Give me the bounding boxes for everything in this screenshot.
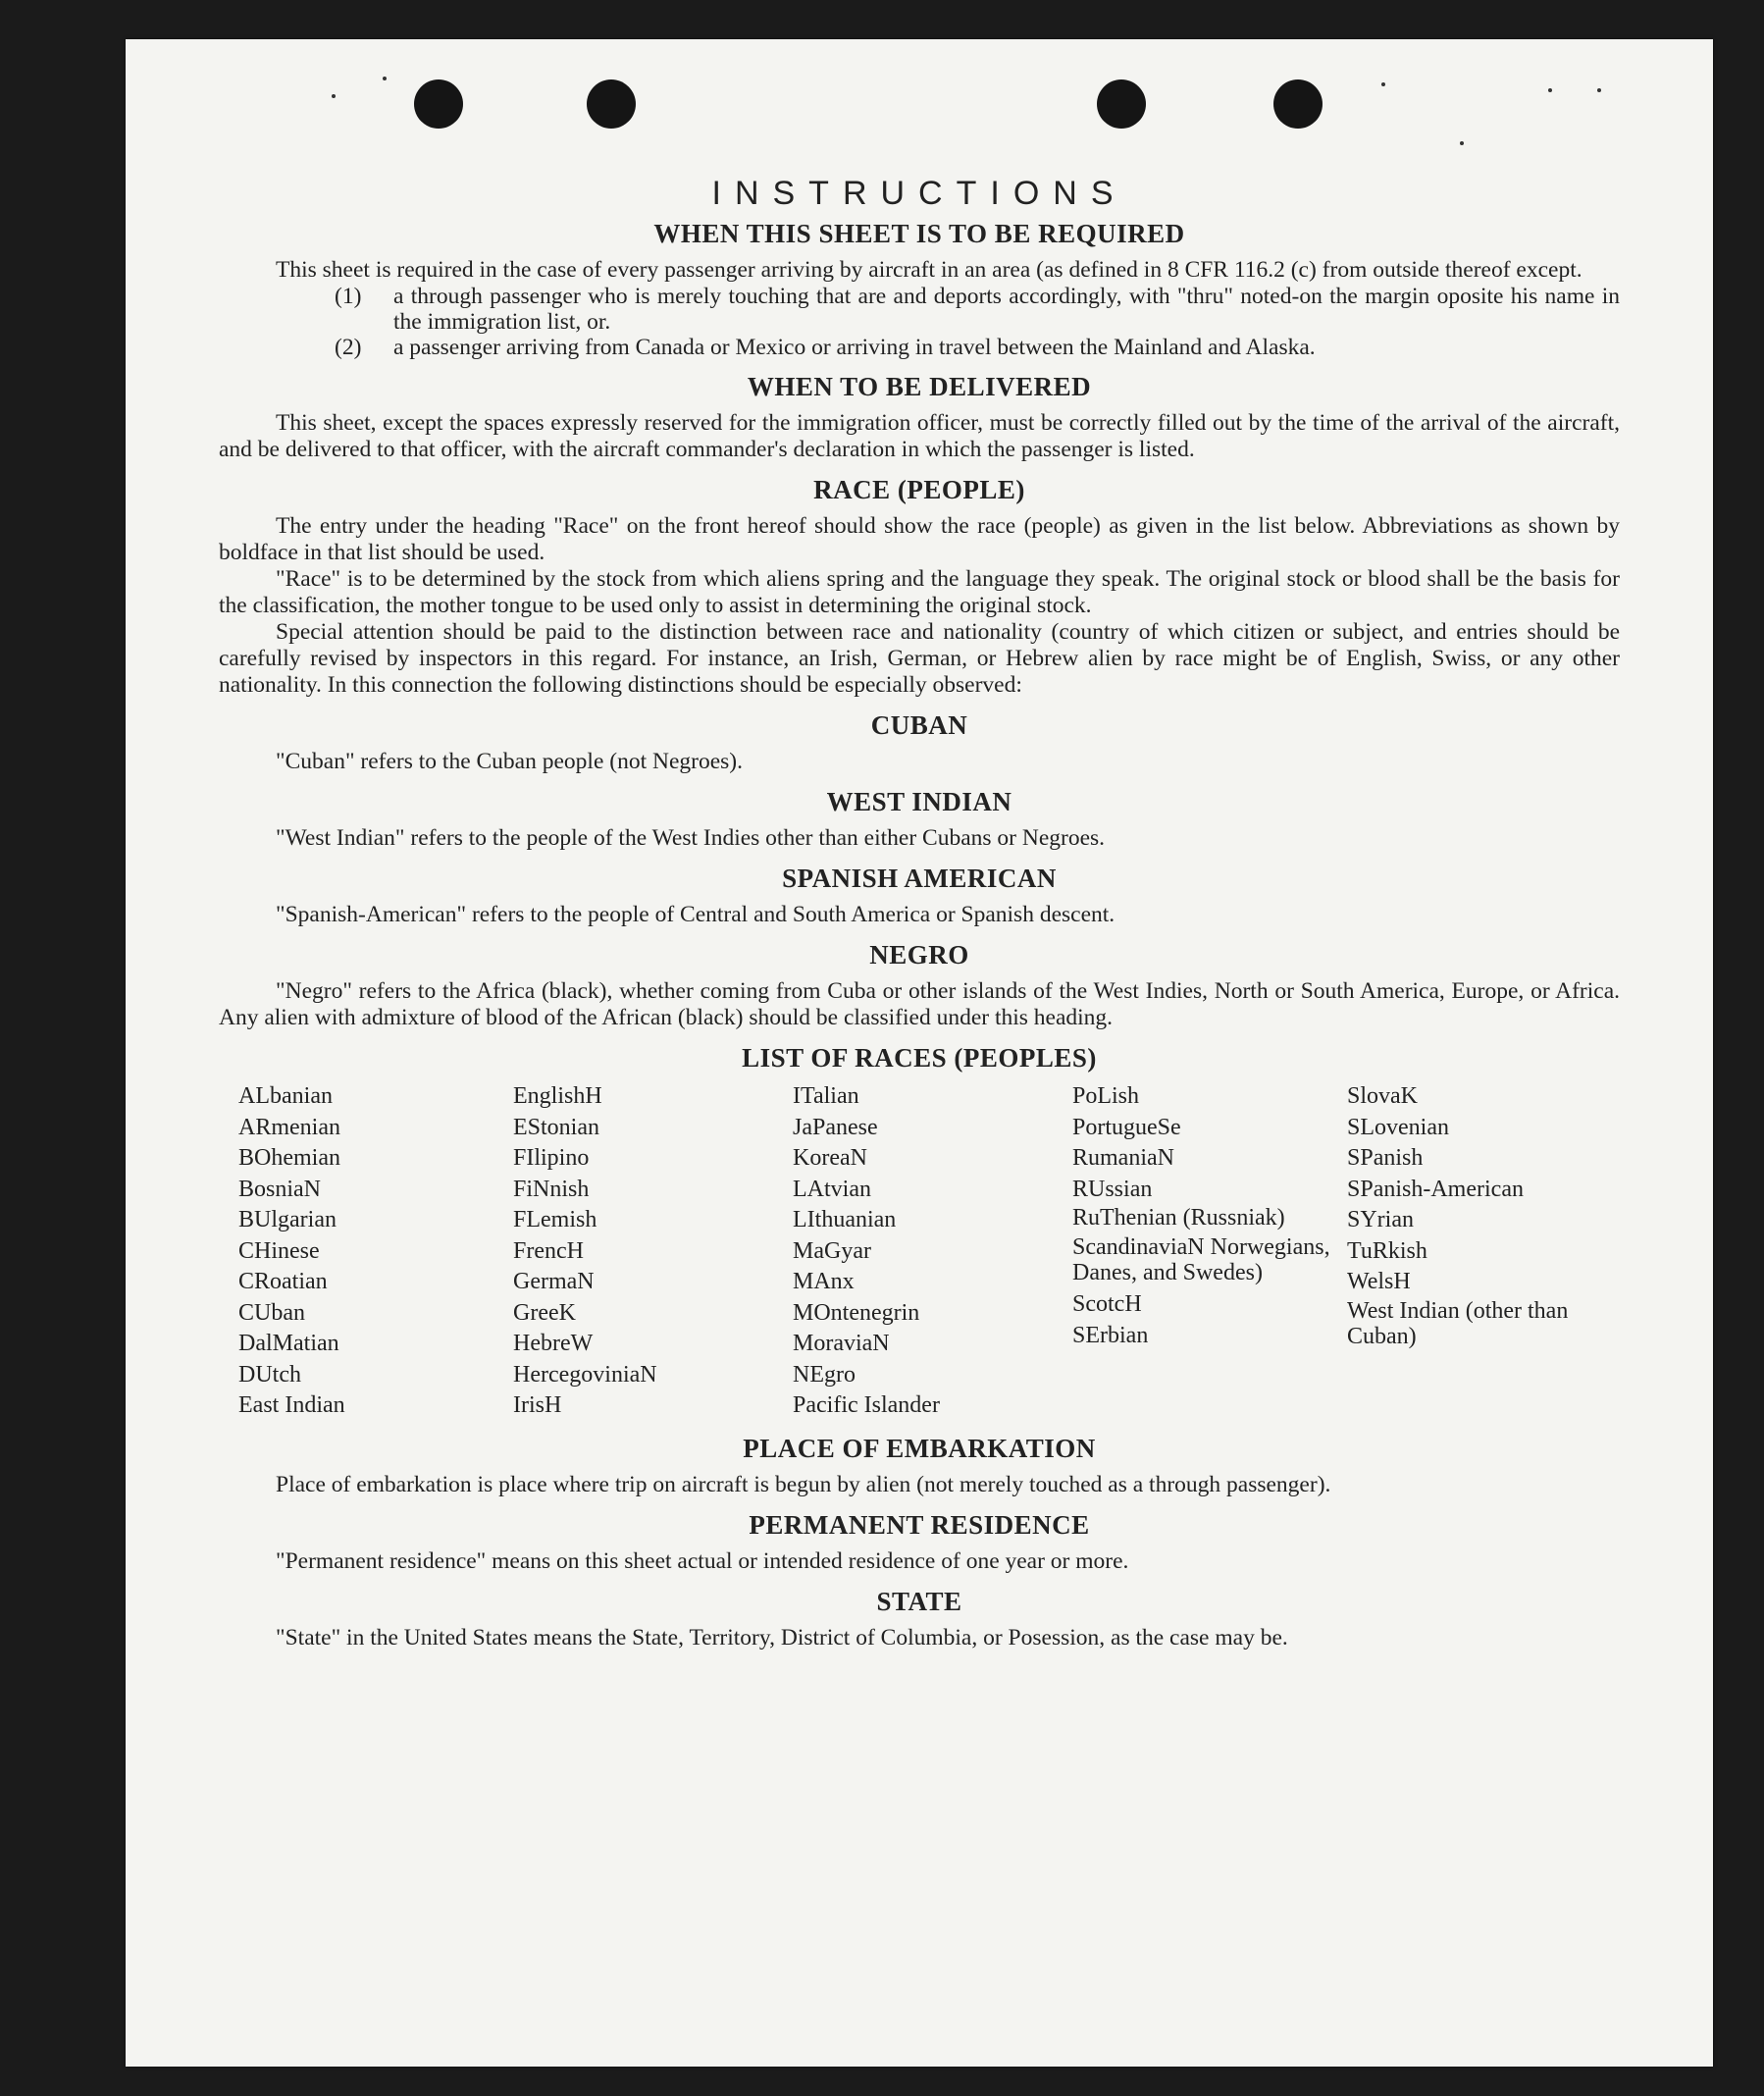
races-column [793,1081,1072,1422]
west-indian-body: "West Indian" refers to the people of the West Indies other than either Cubans or Negroes. [276,825,1106,851]
speck [383,77,387,80]
section-heading-west-indian: WEST INDIAN [826,787,1012,816]
race-item: CUban [238,1299,305,1326]
race-item: PoLish [1072,1083,1140,1109]
race-item: FLemish [513,1207,597,1232]
race-item: East Indian [238,1392,345,1418]
page-title: INSTRUCTIONS [711,175,1127,212]
speck [1381,82,1385,86]
exception-item [219,284,1620,335]
race-item: BosniaN [238,1176,321,1202]
race-item: GermaN [513,1269,595,1294]
speck [1548,88,1552,92]
spanish-american-body: "Spanish-American" refers to the people of Central and South America or Spanish descent. [276,902,1115,927]
section-heading-delivered: WHEN TO BE DELIVERED [747,372,1092,401]
race-item: ARmenian [238,1114,340,1140]
race-item: HercegoviniaN [513,1361,657,1388]
race-item: CRoatian [238,1269,328,1294]
state-body: "State" in the United States means the State, Territory, District of Columbia, or Posession, as the case may be. [276,1624,1288,1651]
race-item: FiNnish [513,1176,590,1202]
race-item: DUtch [238,1361,301,1388]
race-item: Pacific Islander [793,1392,940,1418]
race-item: SErbian [1072,1322,1149,1348]
punch-hole [1097,79,1146,129]
race-item: EStonian [513,1114,599,1140]
race-item: EnglishH [513,1083,602,1109]
race-item: MAnx [793,1269,855,1294]
race-item: ScandinaviaN Norwegians, Danes, and Swedes) [1072,1234,1330,1285]
race-item: MoraviaN [793,1331,890,1356]
race-item: HebreW [513,1331,594,1356]
race-item: GreeK [513,1299,576,1326]
race-paragraph: "Race" is to be determined by the stock from which aliens spring and the language they speak. The original stock or blood shall be the basis for the classification, the mother tongue to be used only to assist in determining the original stock. [219,566,1620,618]
race-item: SlovaK [1347,1083,1418,1109]
section-heading-races-list: LIST OF RACES (PEOPLES) [742,1043,1097,1073]
race-item: FIlipino [513,1145,590,1171]
race-item: ScotcH [1072,1291,1142,1317]
race-item: MOntenegrin [793,1299,920,1326]
section-heading-required: WHEN THIS SHEET IS TO BE REQUIRED [653,219,1185,248]
race-item: RuThenian (Russniak) [1072,1205,1285,1231]
race-item: IrisH [513,1392,562,1418]
section-heading-race: RACE (PEOPLE) [813,475,1025,504]
punch-hole [587,79,636,129]
race-item: West Indian (other than Cuban) [1347,1297,1569,1349]
race-item: ITalian [793,1083,859,1109]
race-item: SPanish [1347,1145,1424,1171]
exception-text: a through passenger who is merely touching that are and deports accordingly, with "thru" noted-on the margin oposite his name in the immigration list, or. [393,284,1620,335]
race-item: SYrian [1347,1207,1414,1232]
race-item: WelsH [1347,1269,1411,1294]
punch-hole [414,79,463,129]
races-list [219,1081,1620,1422]
race-item: KoreaN [793,1145,867,1171]
race-paragraph: Special attention should be paid to the distinction between race and nationality (country of which citizen or subject, and entries should be carefully revised by inspectors in this regard. For instance, an Irish, German, or Hebrew alien by race might be of English, Swiss, or any other nationality. In this connection the following distinctions should be especially observed: [219,619,1620,698]
race-item: FrencH [513,1237,584,1264]
race-item: TuRkish [1347,1237,1427,1264]
race-item: NEgro [793,1361,856,1388]
race-paragraph: The entry under the heading "Race" on the front hereof should show the race (people) as given in the list below. Abbreviations as shown by boldface in that list should be used. [219,513,1620,565]
negro-body: "Negro" refers to the Africa (black), whether coming from Cuba or other islands of the West Indies, North or South America, Europe, or Africa. Any alien with admixture of blood of the African (black) should be classified under this heading. [219,978,1620,1030]
residence-body: "Permanent residence" means on this sheet actual or intended residence of one year or more. [276,1547,1129,1574]
exception-number: (2) [335,335,362,360]
race-item: BUlgarian [238,1207,337,1232]
races-column [1072,1081,1347,1422]
race-item: RumaniaN [1072,1145,1174,1171]
document-page [126,39,1713,2067]
race-item: CHinese [238,1237,320,1264]
race-item: MaGyar [793,1237,871,1264]
speck [1460,141,1464,145]
races-column [513,1081,793,1422]
embarkation-body: Place of embarkation is place where trip on aircraft is begun by alien (not merely touched as a through passenger). [276,1471,1331,1497]
exception-number: (1) [335,284,362,309]
section-heading-state: STATE [876,1586,962,1616]
speck [1597,88,1601,92]
delivered-body: This sheet, except the spaces expressly reserved for the immigration officer, must be correctly filled out by the time of the arrival of the aircraft, and be delivered to that officer, with the aircraft commander's declaration in which the passenger is listed. [219,410,1620,462]
section-heading-spanish-american: SPANISH AMERICAN [782,864,1057,893]
required-body: This sheet is required in the case of every passenger arriving by aircraft in an area (as defined in 8 CFR 116.2 (c) from outside thereof except. [276,257,1582,283]
section-heading-cuban: CUBAN [870,710,968,740]
punch-hole [1273,79,1323,129]
exception-item [219,335,1620,360]
races-column [1347,1081,1602,1422]
race-item: BOhemian [238,1145,340,1171]
section-heading-embarkation: PLACE OF EMBARKATION [743,1433,1096,1463]
race-item: LIthuanian [793,1207,897,1232]
speck [332,94,336,98]
section-heading-negro: NEGRO [869,940,969,969]
section-heading-residence: PERMANENT RESIDENCE [749,1509,1090,1540]
race-item: SLovenian [1347,1114,1449,1140]
cuban-body: "Cuban" refers to the Cuban people (not Negroes). [276,749,743,774]
race-item: RUssian [1072,1176,1153,1202]
race-item: LAtvian [793,1176,871,1202]
race-item: PortugueSe [1072,1114,1181,1140]
instructions-content [219,175,1620,1651]
race-item: JaPanese [793,1114,878,1140]
exception-text: a passenger arriving from Canada or Mexico or arriving in travel between the Mainland and Alaska. [393,335,1316,360]
races-column [238,1081,513,1422]
race-item: ALbanian [238,1083,333,1109]
race-item: SPanish-American [1347,1176,1524,1202]
race-item: DalMatian [238,1331,339,1356]
